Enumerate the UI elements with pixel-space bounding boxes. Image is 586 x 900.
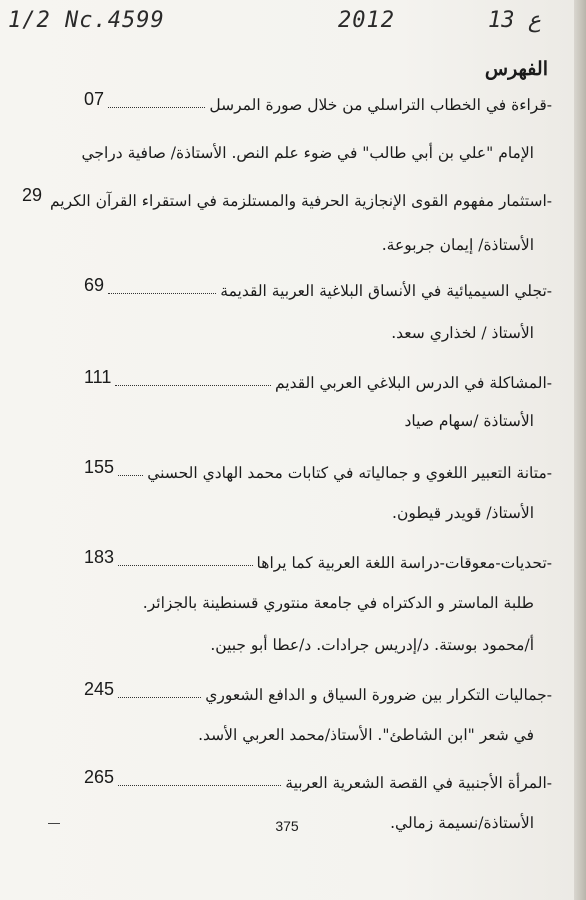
- toc-entry-page: 29: [21, 185, 42, 205]
- leader-dots: [108, 293, 216, 294]
- toc-entry-author: الأستاذ / لخذاري سعد.: [391, 324, 534, 342]
- toc-entry[interactable]: [84, 86, 552, 114]
- toc-entry-page: 07: [84, 89, 105, 109]
- toc-entry-title: -متانة التعبير اللغوي و جمالياته في كتابات محمد الهادي الحسني: [147, 464, 552, 482]
- page-title: الفهرس: [484, 58, 548, 80]
- toc-entry-title: -تجلي السيميائية في الأنساق البلاغية العربية القديمة: [220, 282, 552, 300]
- toc-entry-title: -المشاكلة في الدرس البلاغي العربي القديم: [274, 374, 552, 392]
- toc-entry-author: الإمام "علي بن أبي طالب" في ضوء علم النص. الأستاذة/ صافية دراجي: [81, 144, 534, 162]
- toc-entry-title: -قراءة في الخطاب التراسلي من خلال صورة المرسل: [209, 96, 552, 114]
- toc-entry[interactable]: [84, 676, 552, 704]
- handwritten-issue: 13 ع: [488, 8, 541, 33]
- leader-dots: [118, 475, 143, 476]
- toc-entry-page: 69: [84, 275, 105, 295]
- toc-entry-page: 111: [84, 367, 112, 387]
- handwritten-catalog-number: 1/2 Nc.4599: [8, 8, 165, 33]
- toc-entry-page: 265: [84, 767, 115, 787]
- leader-dots: [115, 385, 271, 386]
- toc-entry-page: 245: [84, 679, 115, 699]
- toc-entry-title: -المرأة الأجنبية في القصة الشعرية العربية: [285, 774, 552, 792]
- toc-entry-page: 155: [84, 457, 115, 477]
- toc-entry-author: أ/محمود بوستة. د/إدريس جرادات. د/عطا أبو جبين.: [210, 636, 534, 654]
- toc-entry[interactable]: [84, 454, 552, 482]
- toc-entry-author: الأستاذة/ إيمان جربوعة.: [381, 236, 534, 254]
- toc-entry-author: الأستاذة/نسيمة زمالي.: [390, 814, 534, 832]
- leader-dots: [108, 107, 205, 108]
- leader-dots: [118, 785, 281, 786]
- toc-entry-author: في شعر "ابن الشاطئ". الأستاذ/محمد العربي الأسد.: [198, 726, 534, 744]
- toc-entry[interactable]: [84, 544, 552, 572]
- toc-entry[interactable]: [84, 272, 552, 300]
- leader-dots: [118, 565, 253, 566]
- toc-entry-author: طلبة الماستر و الدكتراه في جامعة منتوري قسنطينة بالجزائر.: [142, 594, 534, 612]
- leader-dots: [118, 697, 201, 698]
- toc-entry-title: -استثمار مفهوم القوى الإنجازية الحرفية والمستلزمة في استقراء القرآن الكريم: [49, 192, 552, 210]
- page-number: 375: [275, 818, 299, 834]
- handwritten-year: 2012: [338, 8, 395, 33]
- toc-entry-title: -تحديات-معوقات-دراسة اللغة العربية كما يراها: [256, 554, 552, 572]
- toc-entry[interactable]: [21, 182, 552, 210]
- toc-entry-page: 183: [84, 547, 115, 567]
- toc-entry-author: الأستاذة /سهام صياد: [404, 412, 534, 430]
- toc-entry[interactable]: [84, 764, 552, 792]
- toc-entry-author: الأستاذ/ قويدر قيطون.: [392, 504, 534, 522]
- toc-entry-title: -جماليات التكرار بين ضرورة السياق و الدافع الشعوري: [205, 686, 552, 704]
- toc-entry[interactable]: [84, 364, 552, 392]
- page-edge: [574, 0, 586, 900]
